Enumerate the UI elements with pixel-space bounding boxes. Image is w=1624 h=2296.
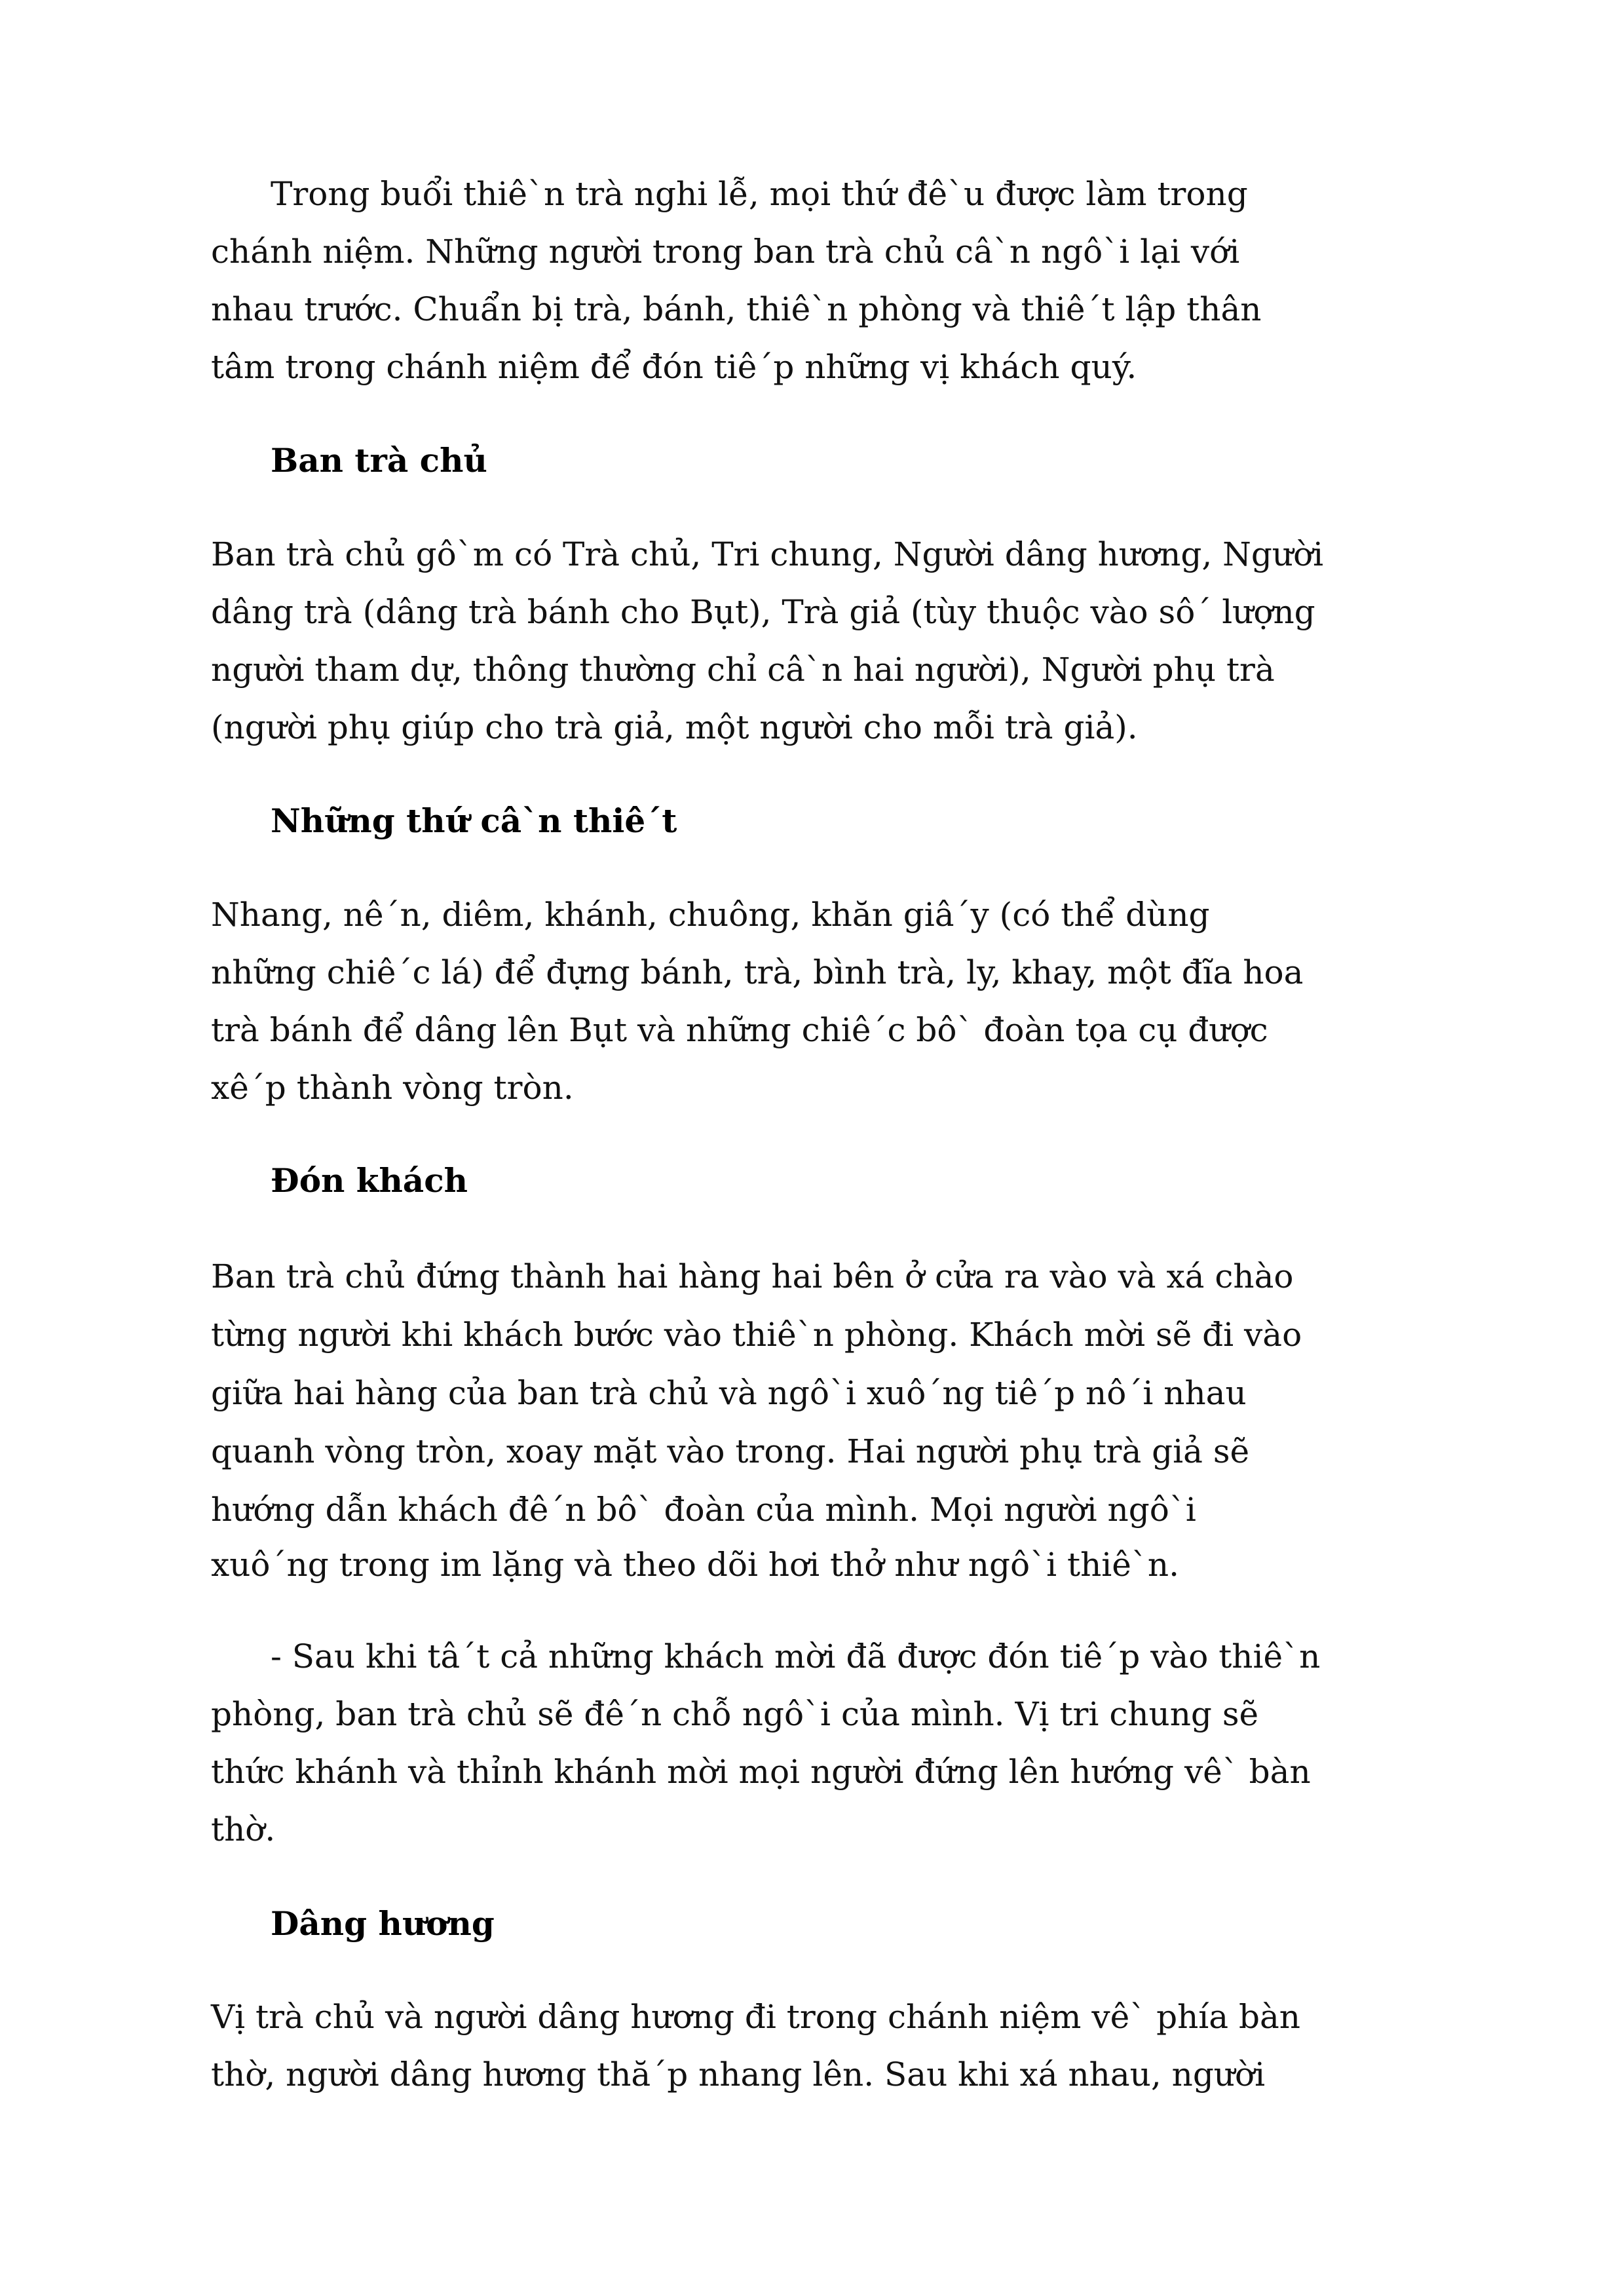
text-line: thờ. <box>211 1810 276 1848</box>
section-heading: Những thứ câ`n thiê´t <box>271 801 677 840</box>
text-line: hướng dẫn khách đê´n bô` đoàn của mình. Mọi người ngô`i <box>211 1491 1196 1529</box>
text-line: chánh niệm. Những người trong ban trà chủ câ`n ngô`i lại với <box>211 233 1240 271</box>
text-line: những chiê´c lá) để đựng bánh, trà, bình trà, ly, khay, một đĩa hoa <box>211 953 1304 991</box>
section-heading: Ban trà chủ <box>271 441 487 480</box>
section-heading: Dâng hương <box>271 1904 495 1943</box>
text-line: quanh vòng tròn, xoay mặt vào trong. Hai người phụ trà giả sẽ <box>211 1432 1250 1470</box>
text-line: xê´p thành vòng tròn. <box>211 1069 574 1107</box>
text-line: phòng, ban trà chủ sẽ đê´n chỗ ngô`i của mình. Vị tri chung sẽ <box>211 1695 1259 1733</box>
text-line: - Sau khi tâ´t cả những khách mời đã được đón tiê´p vào thiê`n <box>271 1637 1321 1675</box>
text-line: thờ, người dâng hương thă´p nhang lên. Sau khi xá nhau, người <box>211 2056 1266 2094</box>
section-heading: Đón khách <box>271 1161 468 1200</box>
text-line: Ban trà chủ đứng thành hai hàng hai bên ở cửa ra vào và xá chào <box>211 1257 1294 1295</box>
text-line: trà bánh để dâng lên Bụt và những chiê´c bô` đoàn tọa cụ được <box>211 1011 1268 1049</box>
text-line: dâng trà (dâng trà bánh cho Bụt), Trà giả (tùy thuộc vào sô´ lượng <box>211 593 1315 631</box>
text-line: nhau trước. Chuẩn bị trà, bánh, thiê`n phòng và thiê´t lập thân <box>211 290 1262 328</box>
text-line: Vị trà chủ và người dâng hương đi trong chánh niệm vê` phía bàn <box>211 1998 1301 2036</box>
text-line: từng người khi khách bước vào thiê`n phòng. Khách mời sẽ đi vào <box>211 1316 1302 1354</box>
text-line: xuô´ng trong im lặng và theo dõi hơi thở như ngô`i thiê`n. <box>211 1546 1179 1584</box>
text-line: giữa hai hàng của ban trà chủ và ngô`i xuô´ng tiê´p nô´i nhau <box>211 1374 1247 1412</box>
text-line: người tham dự, thông thường chỉ câ`n hai người), Người phụ trà <box>211 651 1275 689</box>
text-line: Nhang, nê´n, diêm, khánh, chuông, khăn giâ´y (có thể dùng <box>211 896 1210 934</box>
text-line: tâm trong chánh niệm để đón tiê´p những vị khách quý. <box>211 348 1137 386</box>
text-line: Trong buổi thiê`n trà nghi lễ, mọi thứ đê`u được làm trong <box>271 175 1248 213</box>
text-line: (người phụ giúp cho trà giả, một người cho mỗi trà giả). <box>211 708 1138 746</box>
text-line: thức khánh và thỉnh khánh mời mọi người đứng lên hướng vê` bàn <box>211 1753 1311 1791</box>
text-line: Ban trà chủ gô`m có Trà chủ, Tri chung, Người dâng hương, Người <box>211 535 1324 573</box>
